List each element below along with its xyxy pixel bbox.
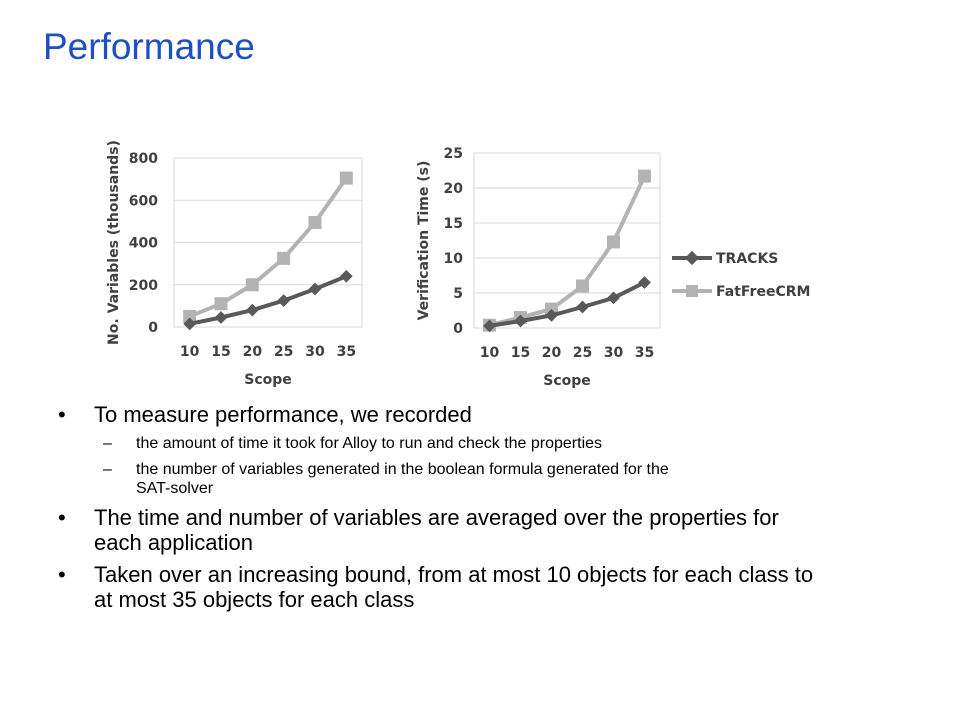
legend-tracks-marker xyxy=(685,251,699,265)
data-point-fatfreecrm xyxy=(277,252,290,265)
y-tick-label: 800 xyxy=(128,151,158,167)
y-axis-label: Verification Time (s) xyxy=(416,160,432,321)
bullet-marker: • xyxy=(58,505,66,530)
sub-bullet-item xyxy=(58,434,918,453)
data-point-tracks xyxy=(215,311,228,324)
data-point-tracks xyxy=(576,301,589,314)
bullet-marker: • xyxy=(58,562,66,587)
x-tick-label: 25 xyxy=(572,345,593,361)
data-point-fatfreecrm xyxy=(576,280,589,293)
bullet-item xyxy=(58,505,918,555)
data-point-tracks xyxy=(277,294,290,307)
chart-legend xyxy=(672,251,810,300)
y-tick-label: 400 xyxy=(128,235,158,252)
data-point-tracks xyxy=(246,304,259,317)
y-tick-label: 600 xyxy=(128,193,158,210)
y-tick-label: 5 xyxy=(453,286,463,302)
legend-fatfreecrm-label: FatFreeCRM xyxy=(716,284,811,300)
legend-fatfreecrm-marker xyxy=(686,285,698,297)
y-tick-label: 200 xyxy=(128,277,158,294)
x-tick-label: 30 xyxy=(603,345,624,361)
bullet-text: Taken over an increasing bound, from at most 10 objects for each class to at most 35 objects for each class xyxy=(94,562,814,612)
y-tick-label: 20 xyxy=(443,181,463,197)
series-line-fatfreecrm xyxy=(490,176,645,325)
x-tick-label: 10 xyxy=(179,344,200,360)
x-axis-label: Scope xyxy=(244,372,292,388)
chart-variables xyxy=(106,140,362,388)
sub-bullet-item xyxy=(58,460,918,498)
y-axis-label: No. Variables (thousands) xyxy=(106,140,122,345)
x-tick-label: 15 xyxy=(211,344,231,360)
bullet-text: The time and number of variables are averaged over the properties for each application xyxy=(94,505,779,555)
y-tick-label: 15 xyxy=(443,216,463,232)
y-tick-label: 25 xyxy=(443,146,463,162)
x-axis-label: Scope xyxy=(543,373,591,389)
data-point-fatfreecrm xyxy=(309,216,322,229)
data-point-tracks xyxy=(340,270,353,283)
data-point-fatfreecrm xyxy=(246,278,259,291)
bullet-item xyxy=(58,562,918,612)
x-tick-label: 10 xyxy=(479,345,500,361)
sub-bullet-marker: – xyxy=(103,461,112,478)
x-tick-label: 35 xyxy=(634,345,655,361)
sub-bullet-text: the number of variables generated in the boolean formula generated for the SAT-solver xyxy=(136,461,669,497)
sub-bullet-marker: – xyxy=(103,435,112,452)
data-point-fatfreecrm xyxy=(607,235,620,248)
data-point-fatfreecrm xyxy=(340,172,353,185)
bullet-item xyxy=(58,402,918,427)
x-tick-label: 20 xyxy=(541,345,562,361)
sub-bullet-text: the amount of time it took for Alloy to run and check the properties xyxy=(136,435,603,452)
series-line-tracks xyxy=(190,276,347,324)
slide-title: Performance xyxy=(43,26,255,67)
x-tick-label: 20 xyxy=(242,344,263,360)
legend-tracks-label: TRACKS xyxy=(716,251,779,267)
data-point-fatfreecrm xyxy=(215,297,228,310)
data-point-tracks xyxy=(638,276,651,289)
x-tick-label: 25 xyxy=(273,344,294,360)
y-tick-label: 10 xyxy=(443,251,463,267)
bullet-marker: • xyxy=(58,402,66,427)
y-tick-label: 0 xyxy=(453,321,463,337)
y-tick-label: 0 xyxy=(148,320,158,336)
x-tick-label: 30 xyxy=(305,344,325,360)
series-line-fatfreecrm xyxy=(190,178,347,316)
x-tick-label: 35 xyxy=(336,344,357,360)
data-point-fatfreecrm xyxy=(638,170,651,183)
chart-verification-time xyxy=(416,146,660,389)
x-tick-label: 15 xyxy=(510,345,531,361)
bullet-text: To measure performance, we recorded xyxy=(94,402,472,427)
bullet-list xyxy=(58,402,918,619)
